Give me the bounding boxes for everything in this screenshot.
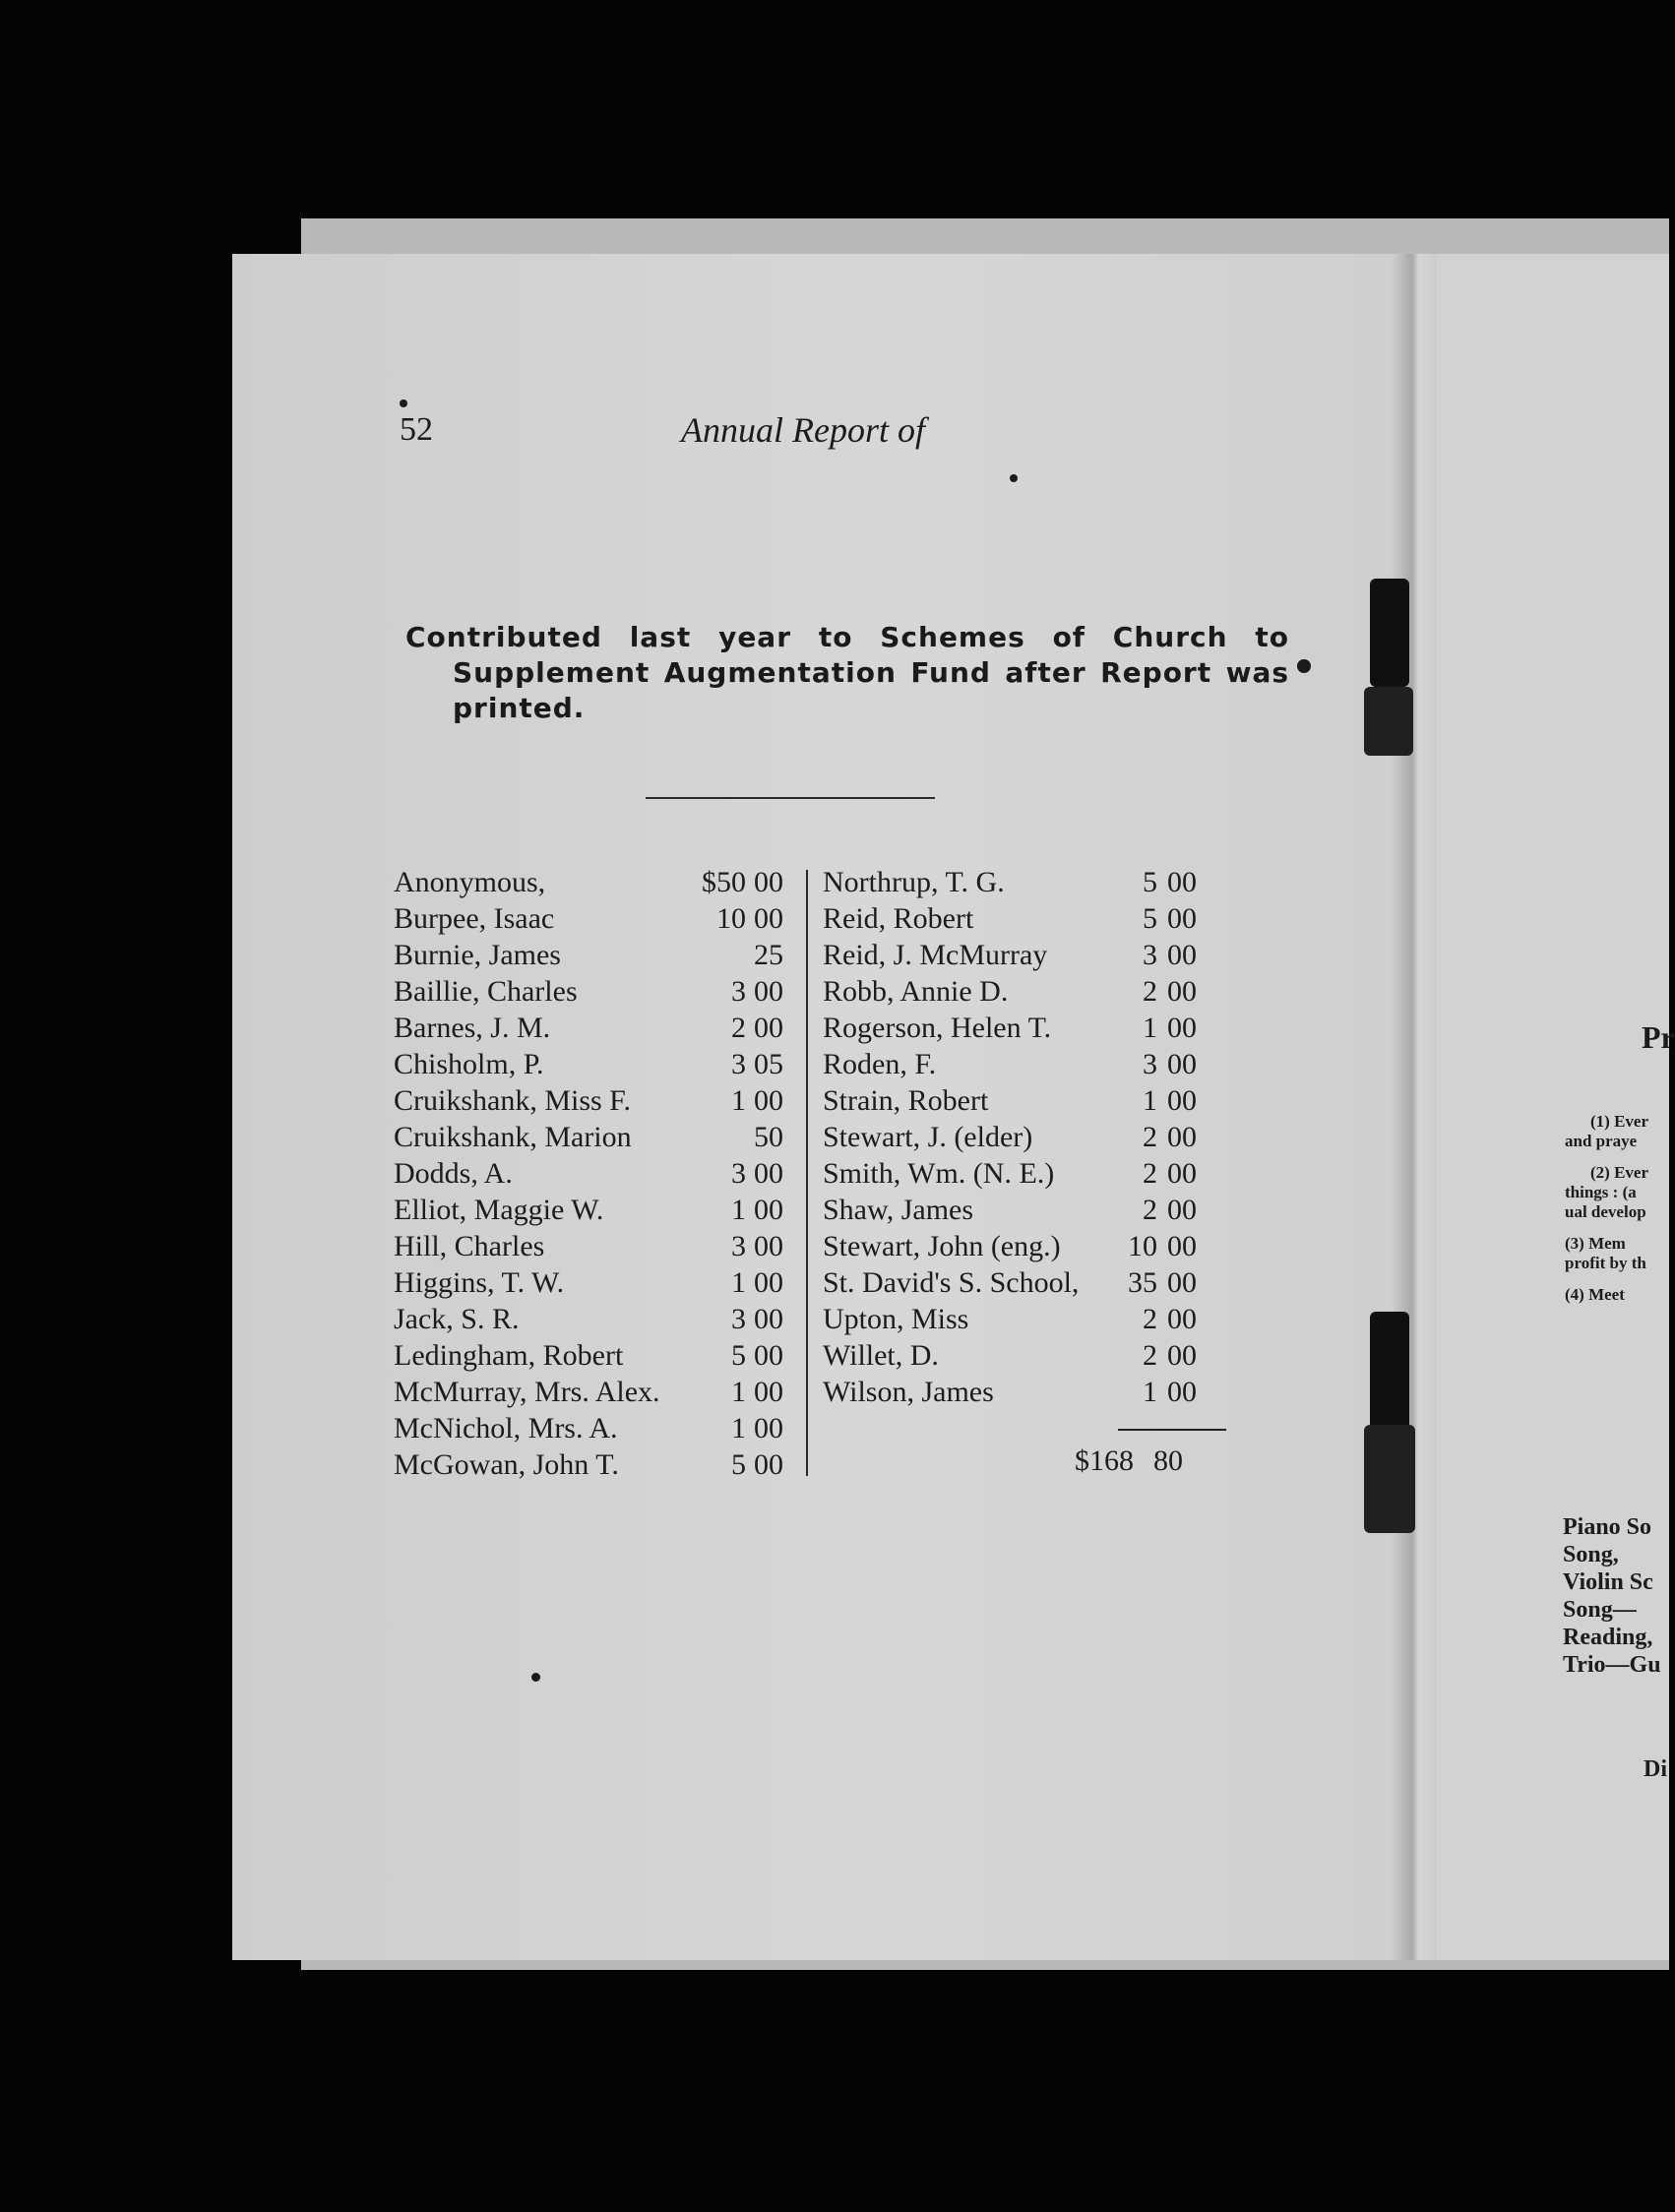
adjacent-program-line: Piano So (1563, 1514, 1652, 1540)
amount-dollars: 1 (1143, 1012, 1157, 1044)
binding-hole-top (1370, 579, 1409, 687)
amount-cents: 00 (754, 1412, 783, 1444)
contributor-name: Robb, Annie D. (823, 975, 1009, 1008)
amount-cents: 00 (1167, 1194, 1197, 1226)
amount-cents: 00 (754, 1266, 783, 1299)
amount-cents: 25 (754, 939, 783, 971)
amount-cents: 00 (1167, 1230, 1197, 1262)
adjacent-rule-line: ual develop (1565, 1202, 1646, 1221)
contribution-row (394, 1228, 807, 1264)
amount-cents: 00 (754, 1376, 783, 1408)
amount-cents: 00 (1167, 1121, 1197, 1153)
amount-cents: 00 (754, 1339, 783, 1372)
amount-dollars: 2 (1143, 1121, 1157, 1153)
amount-cents: 00 (754, 975, 783, 1008)
contributor-name: Elliot, Maggie W. (394, 1194, 604, 1226)
amount-cents: 00 (1167, 1012, 1197, 1044)
contribution-row (394, 864, 807, 900)
contribution-row (394, 1082, 807, 1119)
amount-dollars: 5 (731, 1448, 746, 1481)
amount-cents: 00 (754, 1303, 783, 1335)
contributor-name: St. David's S. School, (823, 1266, 1080, 1299)
contribution-row (394, 1337, 807, 1374)
adjacent-page (1437, 254, 1669, 1960)
contributor-name: Rogerson, Helen T. (823, 1012, 1052, 1044)
divider-rule (646, 797, 935, 799)
contributor-name: Willet, D. (823, 1339, 939, 1372)
contribution-row (823, 1264, 1236, 1301)
contribution-row (394, 1446, 807, 1483)
amount-cents: 00 (754, 866, 783, 898)
contributor-name: Higgins, T. W. (394, 1266, 565, 1299)
amount-cents: 00 (1167, 902, 1197, 935)
contributor-name: Smith, Wm. (N. E.) (823, 1157, 1055, 1190)
contribution-row (394, 900, 807, 937)
contributor-name: Reid, Robert (823, 902, 974, 935)
page-fold (1392, 254, 1437, 1960)
contribution-row (823, 900, 1236, 937)
ink-speck (531, 1673, 540, 1682)
adjacent-heading-fragment: Pr (1642, 1019, 1675, 1055)
contributor-name: McNichol, Mrs. A. (394, 1412, 618, 1444)
amount-dollars: 1 (1143, 1376, 1157, 1408)
total-rule (1118, 1429, 1226, 1431)
binding-hole-bottom-lower (1364, 1425, 1415, 1533)
contribution-row (823, 1192, 1236, 1228)
amount-cents: 00 (754, 902, 783, 935)
contributor-name: Barnes, J. M. (394, 1012, 551, 1044)
adjacent-rule-line: things : (a (1565, 1183, 1637, 1201)
amount-dollars: 3 (1143, 1048, 1157, 1080)
adjacent-footer-fragment: Di (1644, 1756, 1667, 1782)
contributor-name: Cruikshank, Miss F. (394, 1084, 631, 1117)
amount-cents: 00 (1167, 1339, 1197, 1372)
amount-dollars: 10 (716, 902, 746, 935)
adjacent-program-line: Song— (1563, 1597, 1637, 1623)
contributor-name: Shaw, James (823, 1194, 974, 1226)
contribution-row (394, 1046, 807, 1082)
contribution-row (394, 1301, 807, 1337)
amount-dollars: 3 (731, 1157, 746, 1190)
amount-dollars: 1 (731, 1376, 746, 1408)
contributor-name: Anonymous, (394, 866, 546, 898)
page-number: 52 (400, 411, 433, 448)
contributions-right-column (823, 864, 1236, 1410)
adjacent-rule-line: (2) Ever (1590, 1163, 1649, 1182)
amount-dollars: 1 (731, 1084, 746, 1117)
amount-dollars: 35 (1128, 1266, 1157, 1299)
contribution-row (394, 1410, 807, 1446)
amount-dollars: 3 (731, 1303, 746, 1335)
amount-dollars: $50 (702, 866, 746, 898)
amount-dollars: 10 (1128, 1230, 1157, 1262)
contributor-name: Baillie, Charles (394, 975, 578, 1008)
contributions-left-column (394, 864, 807, 1483)
contributor-name: Stewart, John (eng.) (823, 1230, 1061, 1262)
amount-dollars: 5 (1143, 866, 1157, 898)
contribution-row (823, 1046, 1236, 1082)
contributor-name: Reid, J. McMurray (823, 939, 1048, 971)
total-cents: 80 (1153, 1444, 1183, 1477)
amount-cents: 00 (754, 1194, 783, 1226)
contribution-row (394, 1374, 807, 1410)
contributor-name: Jack, S. R. (394, 1303, 520, 1335)
amount-dollars: 1 (731, 1194, 746, 1226)
amount-cents: 00 (1167, 1157, 1197, 1190)
amount-cents: 00 (754, 1084, 783, 1117)
amount-dollars: 2 (731, 1012, 746, 1044)
amount-cents: 00 (754, 1012, 783, 1044)
adjacent-rule-line: profit by th (1565, 1254, 1646, 1272)
contribution-row (823, 1301, 1236, 1337)
contribution-row (394, 1192, 807, 1228)
amount-cents: 00 (1167, 939, 1197, 971)
contribution-row (394, 1119, 807, 1155)
amount-cents: 00 (1167, 1376, 1197, 1408)
contributor-name: Upton, Miss (823, 1303, 969, 1335)
contribution-row (823, 864, 1236, 900)
binding-hole-top-lower (1364, 687, 1413, 756)
amount-cents: 05 (754, 1048, 783, 1080)
contributor-name: Chisholm, P. (394, 1048, 544, 1080)
amount-dollars: 3 (731, 1048, 746, 1080)
amount-cents: 00 (1167, 1303, 1197, 1335)
amount-cents: 00 (754, 1230, 783, 1262)
amount-dollars: 2 (1143, 1194, 1157, 1226)
adjacent-program-line: Song, (1563, 1542, 1619, 1567)
amount-dollars: 3 (731, 1230, 746, 1262)
ink-speck (400, 399, 407, 407)
amount-dollars: 3 (1143, 939, 1157, 971)
contributor-name: Dodds, A. (394, 1157, 513, 1190)
adjacent-rule-line: (4) Meet (1565, 1285, 1625, 1304)
contributor-name: Hill, Charles (394, 1230, 545, 1262)
amount-cents: 00 (1167, 1266, 1197, 1299)
contribution-row (823, 1010, 1236, 1046)
total-amount (1075, 1444, 1183, 1478)
running-head: Annual Report of (681, 410, 925, 450)
contribution-row (394, 1010, 807, 1046)
amount-dollars: 1 (731, 1266, 746, 1299)
contributor-name: Cruikshank, Marion (394, 1121, 632, 1153)
amount-dollars: 5 (1143, 902, 1157, 935)
adjacent-program-line: Trio—Gu (1563, 1652, 1661, 1678)
amount-dollars: 2 (1143, 975, 1157, 1008)
adjacent-rule-line: (1) Ever (1590, 1112, 1649, 1131)
contributor-name: Stewart, J. (elder) (823, 1121, 1033, 1153)
contribution-row (823, 1155, 1236, 1192)
amount-cents: 00 (1167, 1084, 1197, 1117)
amount-cents: 00 (1167, 866, 1197, 898)
contribution-row (823, 937, 1236, 973)
contribution-row (823, 1119, 1236, 1155)
adjacent-rule-line: and praye (1565, 1132, 1638, 1150)
contributor-name: Strain, Robert (823, 1084, 989, 1117)
contributor-name: Wilson, James (823, 1376, 994, 1408)
amount-dollars: 1 (1143, 1084, 1157, 1117)
column-divider (806, 870, 808, 1476)
amount-cents: 50 (754, 1121, 783, 1153)
amount-dollars: 2 (1143, 1303, 1157, 1335)
contributor-name: Roden, F. (823, 1048, 937, 1080)
contributor-name: McGowan, John T. (394, 1448, 619, 1481)
amount-cents: 00 (754, 1157, 783, 1190)
contributor-name: Burnie, James (394, 939, 561, 971)
amount-cents: 00 (754, 1448, 783, 1481)
adjacent-program-line: Violin Sc (1563, 1569, 1653, 1595)
contribution-row (823, 973, 1236, 1010)
adjacent-program-line: Reading, (1563, 1625, 1653, 1650)
contribution-row (394, 973, 807, 1010)
adjacent-rule-line: (3) Mem (1565, 1234, 1626, 1253)
amount-dollars: 3 (731, 975, 746, 1008)
amount-cents: 00 (1167, 1048, 1197, 1080)
amount-dollars: 1 (731, 1412, 746, 1444)
contribution-row (394, 937, 807, 973)
contribution-row (394, 1264, 807, 1301)
contributor-name: Ledingham, Robert (394, 1339, 624, 1372)
contribution-row (823, 1374, 1236, 1410)
contribution-row (394, 1155, 807, 1192)
contribution-row (823, 1082, 1236, 1119)
amount-dollars: 5 (731, 1339, 746, 1372)
contributor-name: McMurray, Mrs. Alex. (394, 1376, 660, 1408)
total-dollars: $168 (1075, 1444, 1134, 1477)
amount-dollars: 2 (1143, 1157, 1157, 1190)
contributor-name: Northrup, T. G. (823, 866, 1005, 898)
ink-speck (1010, 474, 1018, 482)
document-page (232, 254, 1675, 1960)
contributor-name: Burpee, Isaac (394, 902, 555, 935)
contribution-row (823, 1228, 1236, 1264)
amount-cents: 00 (1167, 975, 1197, 1008)
section-heading: Contributed last year to Schemes of Church to Supplement Augmentation Fund after Report was printed. (405, 621, 1289, 724)
ink-speck (1297, 659, 1311, 673)
contribution-row (823, 1337, 1236, 1374)
amount-dollars: 2 (1143, 1339, 1157, 1372)
